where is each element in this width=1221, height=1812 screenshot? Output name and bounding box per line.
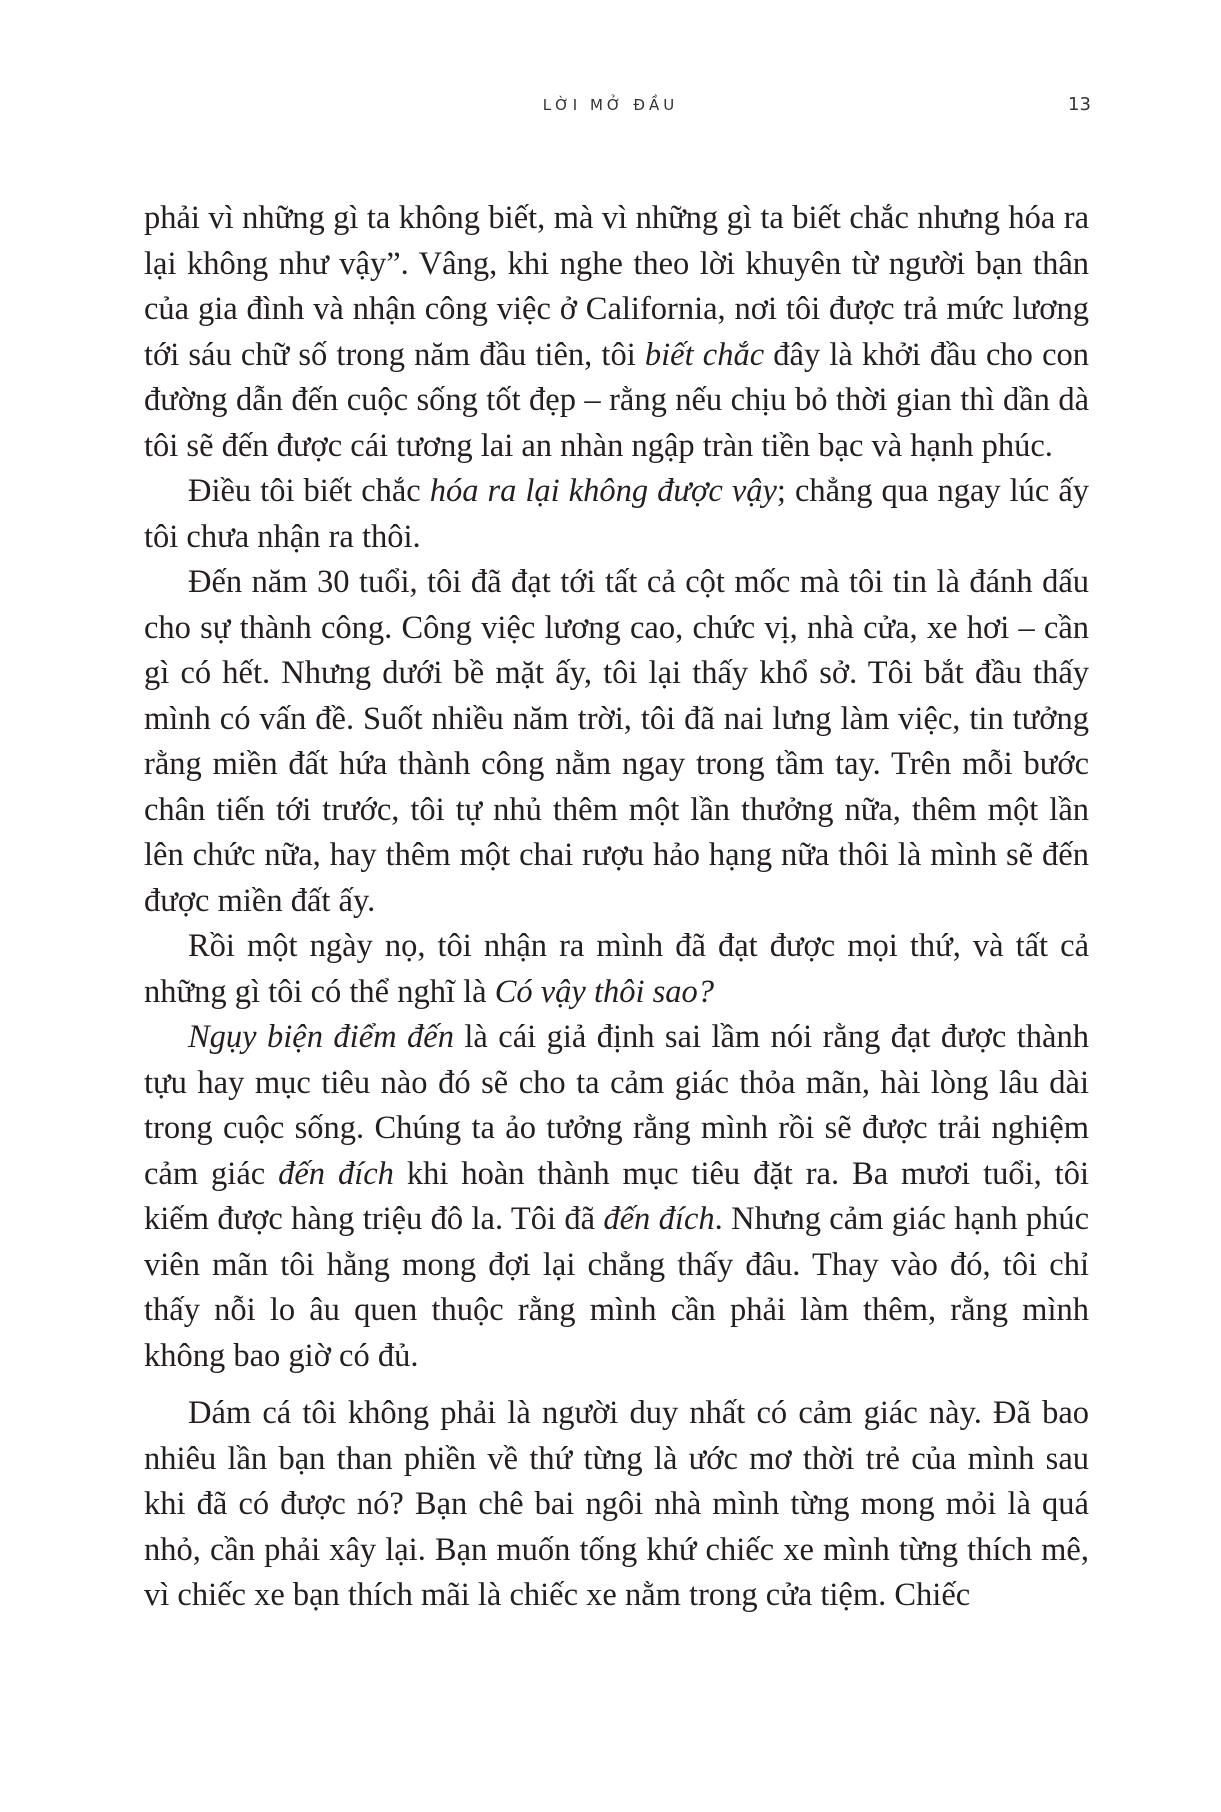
paragraph — [144, 924, 1089, 1015]
running-header — [0, 96, 1221, 126]
italic-text-run: đến đích — [603, 1201, 715, 1237]
text-run: . Nhưng cảm giác hạnh phúc viên mãn tôi hằng mong đợi lại chẳng thấy đâu. Thay vào đó, tôi chỉ thấy nỗi lo âu quen thuộc rằng mình cần phải làm thêm, rằng mình không bao giờ có đủ. — [144, 1201, 1089, 1374]
text-run: ; chẳng qua ngay lúc ấy tôi chưa nhận ra thôi. — [144, 473, 1089, 555]
text-run: Rồi một ngày nọ, tôi nhận ra mình đã đạt được mọi thứ, và tất cả những gì tôi có thể nghĩ là — [144, 928, 1089, 1010]
paragraph — [144, 1391, 1089, 1619]
text-run: đây là khởi đầu cho con đường dẫn đến cuộc sống tốt đẹp – rằng nếu chịu bỏ thời gian thì dần dà tôi sẽ đến được cái tương lai an nhàn ngập tràn tiền bạc và hạnh phúc. — [144, 336, 1089, 464]
page-number: 13 — [1068, 94, 1091, 115]
text-run: Đến năm 30 tuổi, tôi đã đạt tới tất cả cột mốc mà tôi tin là đánh dấu cho sự thành công. Công việc lương cao, chức vị, nhà cửa, xe hơi – cần gì có hết. Nhưng dưới bề mặt ấy, tôi lại thấy khổ sở. Tôi bắt đầu thấy mình có vấn đề. Suốt nhiều năm trời, tôi đã nai lưng làm việc, tin tưởng rằng miền đất hứa thành công nằm ngay trong tầm tay. Trên mỗi bước chân tiến tới trước, tôi tự nhủ thêm một lần thưởng nữa, thêm một lần lên chức nữa, hay thêm một chai rượu hảo hạng nữa thôi là mình sẽ đến được miền đất ấy. — [144, 564, 1089, 919]
italic-text-run: Ngụy biện điểm đến — [188, 1019, 454, 1055]
italic-text-run: Có vậy thôi sao? — [494, 973, 715, 1010]
text-run: phải vì những gì ta không biết, mà vì những gì ta biết chắc nhưng hóa ra lại không như vậy”. Vâng, khi nghe theo lời khuyên từ người bạn thân của gia đình và nhận công việc ở California, nơi tôi được trả mức lương tới sáu chữ số trong năm đầu tiên, tôi — [144, 200, 1089, 373]
paragraph — [144, 560, 1089, 924]
body-text — [144, 196, 1089, 1619]
paragraph — [144, 196, 1089, 469]
text-run: Dám cá tôi không phải là người duy nhất có cảm giác này. Đã bao nhiêu lần bạn than phiền về thứ từng là ước mơ thời trẻ của mình sau khi đã có được nó? Bạn chê bai ngôi nhà mình từng mong mỏi là quá nhỏ, cần phải xây lại. Bạn muốn tống khứ chiếc xe mình từng thích mê, vì chiếc xe bạn thích mãi là chiếc xe nằm trong cửa tiệm. Chiếc — [144, 1395, 1089, 1613]
italic-text-run: hóa ra lại không được vậy — [429, 473, 777, 509]
chapter-title: LỜI MỞ ĐẦU — [542, 96, 679, 114]
text-run: khi hoàn thành mục tiêu đặt ra. Ba mươi tuổi, tôi kiếm được hàng triệu đô la. Tôi đã — [144, 1155, 1089, 1237]
text-run: Điều tôi biết chắc — [188, 473, 430, 509]
paragraph — [144, 469, 1089, 560]
italic-text-run: biết chắc — [644, 336, 765, 373]
paragraph — [144, 1015, 1089, 1379]
text-run: là cái giả định sai lầm nói rằng đạt được thành tựu hay mục tiêu nào đó sẽ cho ta cảm giác thỏa mãn, hài lòng lâu dài trong cuộc sống. Chúng ta ảo tưởng rằng mình rồi sẽ được trải nghiệm cảm giác — [144, 1019, 1089, 1192]
italic-text-run: đến đích — [278, 1155, 394, 1192]
